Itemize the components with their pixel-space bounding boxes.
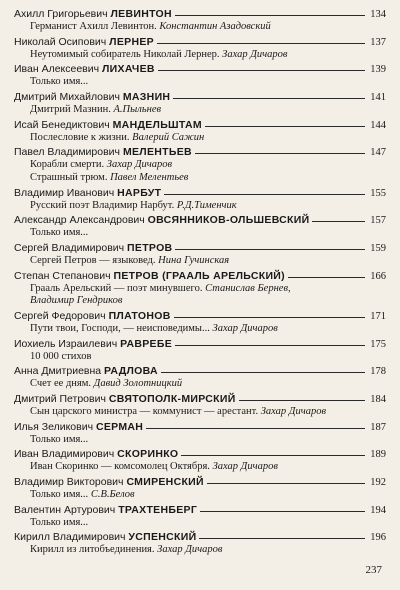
entry-page-number: 155 (370, 187, 386, 199)
article-line (14, 323, 386, 336)
article-title: Корабли смерти. (30, 159, 105, 171)
leader-rule (161, 372, 365, 373)
article-line (14, 295, 386, 308)
article-title: Неутомимый собиратель Николай Лернер. (30, 48, 220, 60)
surname: РАВРЕБЕ (120, 337, 173, 350)
entry-page-number: 196 (370, 532, 386, 544)
given-name: Дмитрий Петрович (14, 392, 106, 405)
surname: ЛЕРНЕР (109, 35, 154, 48)
leader-rule (181, 455, 365, 456)
toc-entry (14, 504, 386, 530)
page-number: 237 (365, 564, 382, 576)
entry-page-number: 194 (370, 504, 386, 516)
surname: ПЕТРОВ (ГРААЛЬ АРЕЛЬСКИЙ) (113, 269, 285, 282)
entry-heading (14, 242, 386, 255)
person-name (14, 531, 196, 544)
toc-entry (14, 63, 386, 89)
surname: МАЗНИН (122, 91, 171, 104)
given-name: Владимир Викторович (14, 476, 124, 488)
table-of-contents (14, 8, 386, 559)
surname: УСПЕНСКИЙ (128, 531, 197, 544)
surname: СМИРЕНСКИЙ (126, 476, 204, 488)
entry-page-number: 137 (370, 36, 386, 48)
article-author: Павел Мелентьев (110, 171, 189, 183)
article-line (14, 351, 386, 364)
entry-heading (14, 146, 386, 159)
leader-rule (146, 428, 365, 429)
entry-heading (14, 119, 386, 132)
article-title: Сергей Петров — языковед. (30, 255, 156, 266)
article-author: С.В.Белов (90, 489, 135, 500)
surname: ОВСЯННИКОВ-ОЛЬШЕВСКИЙ (147, 214, 310, 227)
entry-heading (14, 8, 386, 21)
article-line (14, 104, 386, 117)
article-author: Константин Азадовский (159, 21, 271, 32)
toc-entry (14, 242, 386, 268)
entry-heading (14, 270, 386, 283)
person-name (14, 36, 154, 49)
article-author: Захар Дичаров (212, 461, 278, 473)
article-author: Захар Дичаров (222, 48, 288, 60)
person-name (14, 504, 197, 517)
toc-entry (14, 310, 386, 336)
article-author: Нина Гучинская (158, 255, 230, 266)
entry-page-number: 175 (370, 338, 386, 350)
article-line (14, 544, 386, 557)
article-author: Захар Дичаров (157, 544, 223, 556)
given-name: Валентин Артурович (14, 503, 116, 516)
article-title: Только имя... (30, 76, 89, 88)
article-title: Грааль Арельский — поэт минувшего. (30, 282, 203, 294)
entry-page-number: 141 (370, 92, 386, 104)
given-name: Сергей Федорович (14, 309, 106, 322)
leader-rule (175, 345, 365, 346)
entry-heading (14, 476, 386, 489)
article-author: Станислав Бернев, (205, 282, 291, 294)
entry-page-number: 159 (370, 243, 386, 254)
leader-rule (173, 98, 365, 99)
article-title: Только имя... (30, 489, 89, 500)
person-name (14, 270, 285, 283)
leader-rule (205, 126, 365, 127)
leader-rule (200, 511, 365, 512)
surname: ПЕТРОВ (127, 242, 173, 254)
article-author: Владимир Гендриков (30, 295, 123, 307)
person-name (14, 91, 170, 104)
entry-heading (14, 91, 386, 104)
person-name (14, 63, 155, 76)
article-line (14, 489, 386, 502)
given-name: Владимир Иванович (14, 186, 115, 199)
toc-entry (14, 8, 386, 34)
article-line (14, 461, 386, 474)
article-title: Русский поэт Владимир Нарбут. (30, 199, 175, 211)
given-name: Иван Алексеевич (14, 63, 100, 76)
toc-entry (14, 187, 386, 213)
article-title: Кирилл из литобъединения. (30, 544, 155, 556)
entry-heading (14, 531, 386, 544)
toc-entry (14, 214, 386, 240)
article-line (14, 21, 386, 34)
leader-rule (199, 538, 365, 539)
article-author: Захар Дичаров (212, 322, 278, 334)
surname: ТРАХТЕНБЕРГ (118, 503, 198, 516)
article-author: Захар Дичаров (106, 159, 173, 171)
surname: СКОРИНКО (117, 448, 179, 461)
entry-page-number: 178 (370, 366, 386, 378)
leader-rule (207, 483, 365, 484)
person-name (14, 242, 172, 255)
surname: МАНДЕЛЬШТАМ (112, 118, 202, 131)
article-title: Только имя... (30, 516, 89, 528)
article-line (14, 76, 386, 89)
entry-heading (14, 187, 386, 200)
article-line (14, 255, 386, 268)
given-name: Дмитрий Михайлович (14, 91, 120, 104)
leader-rule (175, 249, 365, 250)
article-line (14, 434, 386, 447)
article-line (14, 406, 386, 419)
given-name: Сергей Владимирович (14, 242, 125, 254)
given-name: Степан Степанович (14, 269, 111, 282)
given-name: Александр Александрович (14, 214, 145, 227)
person-name (14, 214, 309, 227)
article-title: 10 000 стихов (30, 350, 92, 362)
leader-rule (164, 194, 365, 195)
leader-rule (157, 43, 365, 44)
toc-entry (14, 338, 386, 364)
toc-entry (14, 36, 386, 62)
entry-page-number: 134 (370, 9, 386, 20)
entry-heading (14, 63, 386, 76)
entry-page-number: 187 (370, 421, 386, 433)
given-name: Николай Осипович (14, 35, 107, 48)
person-name (14, 476, 204, 489)
given-name: Иван Владимирович (14, 448, 115, 461)
leader-rule (288, 277, 365, 278)
article-author: Давид Золотницкий (93, 378, 183, 390)
entry-page-number: 192 (370, 477, 386, 488)
article-title: Сын царского министра — коммунист — арестант. (30, 405, 259, 417)
surname: СЕРМАН (95, 420, 144, 433)
article-author: Р.Д.Тименчик (176, 199, 237, 211)
given-name: Павел Владимирович (14, 146, 121, 159)
article-title: Германист Ахилл Левинтон. (30, 21, 157, 32)
article-line (14, 227, 386, 240)
article-author: Захар Дичаров (260, 405, 327, 417)
entry-page-number: 171 (370, 310, 386, 322)
leader-rule (158, 70, 365, 71)
toc-entry (14, 91, 386, 117)
entry-heading (14, 504, 386, 517)
person-name (14, 393, 236, 406)
toc-entry (14, 393, 386, 419)
article-line (14, 49, 386, 62)
entry-page-number: 144 (370, 119, 386, 131)
entry-page-number: 147 (370, 147, 386, 159)
entry-page-number: 157 (370, 215, 386, 227)
article-title: Страшный трюм. (30, 171, 108, 183)
surname: ПЛАТОНОВ (108, 309, 171, 322)
person-name (14, 119, 202, 132)
leader-rule (175, 15, 365, 16)
toc-entry (14, 531, 386, 557)
leader-rule (239, 400, 365, 401)
toc-entry (14, 448, 386, 474)
toc-entry (14, 476, 386, 502)
article-line (14, 517, 386, 530)
given-name: Ахилл Григорьевич (14, 8, 108, 20)
article-line (14, 172, 386, 185)
leader-rule (174, 317, 365, 318)
article-title: Только имя... (30, 433, 89, 445)
surname: НАРБУТ (117, 186, 162, 199)
article-line (14, 378, 386, 391)
entry-page-number: 189 (370, 449, 386, 461)
person-name (14, 8, 172, 21)
toc-entry (14, 365, 386, 391)
given-name: Анна Дмитриевна (14, 365, 102, 378)
article-line (14, 159, 386, 172)
article-title: Только имя... (30, 227, 89, 239)
given-name: Исай Бенедиктович (14, 118, 110, 131)
toc-entry (14, 119, 386, 145)
person-name (14, 146, 192, 159)
entry-heading (14, 365, 386, 378)
article-author: Валерий Сажин (132, 131, 205, 143)
person-name (14, 310, 171, 323)
surname: ЛЕВИНТОН (110, 8, 172, 20)
toc-entry (14, 270, 386, 308)
person-name (14, 421, 143, 434)
toc-entry (14, 421, 386, 447)
entry-heading (14, 338, 386, 351)
person-name (14, 448, 178, 461)
leader-rule (312, 221, 365, 222)
entry-heading (14, 421, 386, 434)
given-name: Кирилл Владимирович (14, 531, 126, 544)
given-name: Илья Зеликович (14, 420, 94, 433)
entry-page-number: 139 (370, 64, 386, 76)
article-title: Пути твои, Господи, — неисповедимы... (30, 322, 210, 334)
article-title: Послесловие к жизни. (30, 131, 130, 143)
surname: МЕЛЕНТЬЕВ (122, 146, 192, 159)
entry-heading (14, 36, 386, 49)
leader-rule (195, 153, 365, 154)
article-title: Дмитрий Мазнин. (30, 104, 111, 116)
surname: СВЯТОПОЛК-МИРСКИЙ (108, 392, 236, 405)
person-name (14, 338, 172, 351)
surname: РАДЛОВА (104, 365, 158, 378)
article-line (14, 200, 386, 213)
person-name (14, 365, 158, 378)
toc-entry (14, 146, 386, 184)
entry-heading (14, 310, 386, 323)
entry-heading (14, 448, 386, 461)
article-line (14, 132, 386, 145)
entry-page-number: 166 (370, 270, 386, 282)
article-title: Иван Скоринко — комсомолец Октября. (30, 461, 210, 473)
article-author: А.Пыльнев (113, 104, 162, 116)
entry-page-number: 184 (370, 393, 386, 405)
entry-heading (14, 214, 386, 227)
article-line (14, 283, 386, 296)
person-name (14, 187, 161, 200)
surname: ЛИХАЧЕВ (102, 63, 155, 76)
entry-heading (14, 393, 386, 406)
article-title: Счет ее дням. (30, 378, 92, 390)
given-name: Иохиель Израилевич (14, 337, 118, 350)
